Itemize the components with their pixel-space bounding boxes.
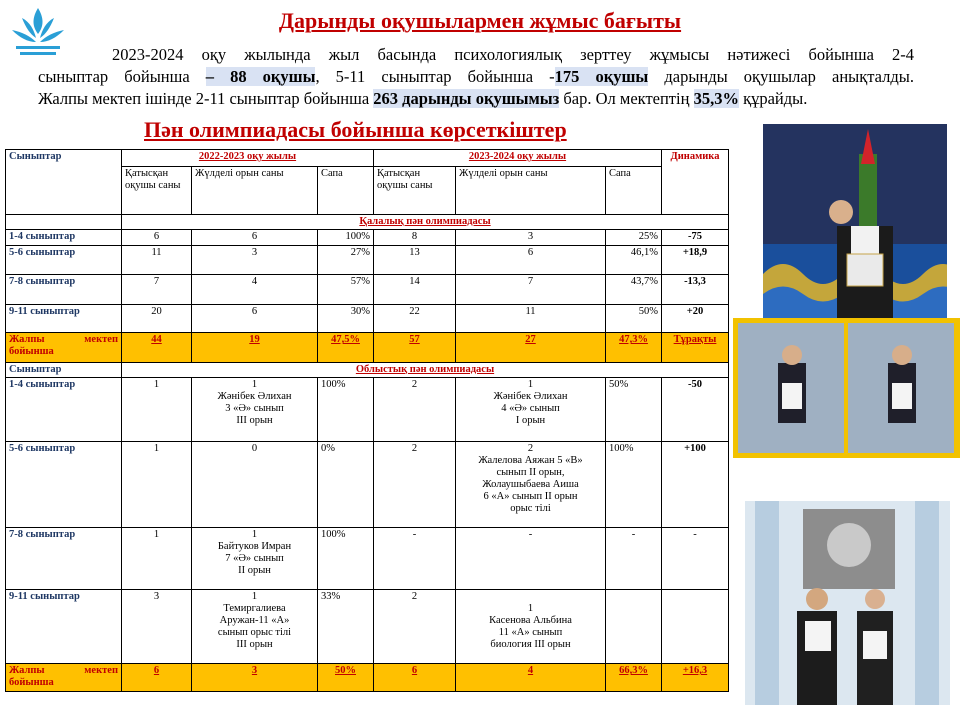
grade-cell: 7-8 сыныптар xyxy=(6,528,122,590)
value-cell: 0% xyxy=(318,442,374,528)
value-cell: 57 xyxy=(374,333,456,363)
olympiad-table xyxy=(5,149,729,692)
cell-line: 3 «Ә» сынып xyxy=(225,403,284,414)
grade-cell: Жалпы мектеп бойынша xyxy=(6,333,122,363)
value-cell: 44 xyxy=(122,333,192,363)
table-row xyxy=(6,528,729,590)
dynamics-cell: - xyxy=(662,528,729,590)
value-cell: 50% xyxy=(318,664,374,692)
subheader-quality: Сапа xyxy=(318,167,374,215)
cell-line: Байтуков Имран xyxy=(217,541,292,552)
value-cell: 33% xyxy=(318,590,374,664)
cell-line: Жәнібек Әлихан xyxy=(493,391,568,402)
intro-line-3 xyxy=(38,88,914,110)
value-cell: - xyxy=(606,528,662,590)
value-cell: 6 xyxy=(192,305,318,333)
cell-line: ІІІ орын xyxy=(236,415,273,426)
value-cell: 3 xyxy=(192,246,318,275)
value-cell: 11 xyxy=(122,246,192,275)
city-section-header: Қалалық пән олимпиадасы xyxy=(122,215,729,230)
intro-text: дарынды оқушылар анықталды. xyxy=(648,67,914,86)
value-cell: 47,5% xyxy=(318,333,374,363)
cell-line: Жолаушыбаева Аиша xyxy=(482,479,579,490)
table-row xyxy=(6,230,729,246)
dynamics-cell: +20 xyxy=(662,305,729,333)
photo-two-students xyxy=(733,318,960,458)
value-cell: 50% xyxy=(606,305,662,333)
value-cell: 100% xyxy=(318,378,374,442)
grade-cell: Жалпы мектеп бойынша xyxy=(6,664,122,692)
photo-frame-right xyxy=(848,323,954,453)
value-cell: - xyxy=(374,528,456,590)
photo-student-right-icon xyxy=(848,323,954,453)
subheader-winners: Жүлделі орын саны xyxy=(192,167,318,215)
dynamics-cell: -13,3 xyxy=(662,275,729,305)
value-cell: 100% xyxy=(318,528,374,590)
value-cell: 100% xyxy=(606,442,662,528)
table-row xyxy=(6,246,729,275)
section-subtitle: Пән олимпиадасы бойынша көрсеткіштер xyxy=(144,117,567,142)
value-cell: 25% xyxy=(606,230,662,246)
value-cell: 6 xyxy=(456,246,606,275)
value-cell: 6 xyxy=(374,664,456,692)
intro-line-1: 2023-2024 оқу жылында жыл басында психологиялық зерттеу жұмысы нәтижесі бойынша 2-4 xyxy=(112,45,914,64)
value-cell: 8 xyxy=(374,230,456,246)
intro-highlight: – 88 оқушы xyxy=(205,67,316,86)
value-cell: 4 xyxy=(456,664,606,692)
value-cell: 6 xyxy=(122,230,192,246)
grade-cell: 1-4 сыныптар xyxy=(6,230,122,246)
cell-line: І орын xyxy=(515,415,546,426)
photo-student-award-icon xyxy=(763,124,947,319)
intro-text: , 5-11 сыныптар бойынша - xyxy=(315,67,555,86)
value-cell: 6 xyxy=(192,230,318,246)
value-cell: 100% xyxy=(318,230,374,246)
cell-line: 11 «А» сынып xyxy=(498,627,563,638)
value-cell xyxy=(606,590,662,664)
value-cell: 30% xyxy=(318,305,374,333)
table-row xyxy=(6,275,729,305)
subheader-quality: Сапа xyxy=(606,167,662,215)
table-row xyxy=(6,590,729,664)
intro-highlight: 175 оқушы xyxy=(554,67,649,86)
winners-cell xyxy=(192,528,318,590)
empty-cell xyxy=(6,215,122,230)
value-cell: 1 xyxy=(122,442,192,528)
winners-cell xyxy=(192,590,318,664)
dynamics-cell: -75 xyxy=(662,230,729,246)
value-cell: 47,3% xyxy=(606,333,662,363)
cell-line: 6 «А» сынып ІІ орын xyxy=(483,491,578,502)
winners-cell xyxy=(456,590,606,664)
cell-line: 4 «Ә» сынып xyxy=(501,403,560,414)
table-row xyxy=(6,442,729,528)
grade-header-cell: Сыныптар xyxy=(6,363,122,378)
region-section-header: Облыстық пән олимпиадасы xyxy=(122,363,729,378)
cell-line: 1 xyxy=(251,379,258,390)
intro-highlight: 35,3% xyxy=(693,89,739,108)
cell-line: ІІ орын xyxy=(238,565,271,576)
value-cell: 4 xyxy=(192,275,318,305)
subheader-participants: Қатысқан оқушы саны xyxy=(374,167,456,215)
value-cell: 27 xyxy=(456,333,606,363)
total-row xyxy=(6,333,729,363)
value-cell: 3 xyxy=(122,590,192,664)
cell-line: 1 xyxy=(527,379,534,390)
cell-line: Жәнібек Әлихан xyxy=(217,391,292,402)
grade-cell: 9-11 сыныптар xyxy=(6,305,122,333)
cell-line: 1 xyxy=(527,603,534,614)
value-cell: 2 xyxy=(374,378,456,442)
dynamics-cell: +18,9 xyxy=(662,246,729,275)
value-cell: 22 xyxy=(374,305,456,333)
cell-line: 0 xyxy=(251,443,258,454)
page-title: Дарынды оқушылармен жұмыс бағыты xyxy=(278,8,682,33)
value-cell: 19 xyxy=(192,333,318,363)
table-row xyxy=(6,305,729,333)
value-cell: 46,1% xyxy=(606,246,662,275)
value-cell: 14 xyxy=(374,275,456,305)
photo-frame-left xyxy=(738,323,844,453)
grade-cell: 5-6 сыныптар xyxy=(6,442,122,528)
total-row xyxy=(6,664,729,692)
grade-cell: 1-4 сыныптар xyxy=(6,378,122,442)
grade-cell: 5-6 сыныптар xyxy=(6,246,122,275)
winners-cell xyxy=(456,442,606,528)
value-cell: 2 xyxy=(374,590,456,664)
cell-line: сынып орыс тілі xyxy=(217,627,292,638)
intro-paragraph xyxy=(38,44,914,110)
intro-text: сыныптар бойынша xyxy=(38,67,206,86)
value-cell: 7 xyxy=(122,275,192,305)
value-cell: 57% xyxy=(318,275,374,305)
value-cell: 2 xyxy=(374,442,456,528)
header-year-2: 2023-2024 оқу жылы xyxy=(374,150,662,167)
photo-teacher-student xyxy=(745,501,950,705)
cell-line: сынып ІІ орын, xyxy=(496,467,565,478)
value-cell: 13 xyxy=(374,246,456,275)
subheader-participants: Қатысқан оқушы саны xyxy=(122,167,192,215)
cell-line: 2 xyxy=(527,443,534,454)
header-grades: Сыныптар xyxy=(6,150,122,215)
value-cell: 3 xyxy=(192,664,318,692)
cell-line: 1 xyxy=(251,529,258,540)
value-cell: 20 xyxy=(122,305,192,333)
cell-line: Жалелова Аяжан 5 «В» xyxy=(478,455,583,466)
table-row xyxy=(6,378,729,442)
dynamics-cell: Тұрақты xyxy=(662,333,729,363)
cell-line: - xyxy=(528,529,533,540)
cell-line: Касенова Альбина xyxy=(489,615,572,626)
grade-cell: 7-8 сыныптар xyxy=(6,275,122,305)
cell-line: Аружан-11 «А» xyxy=(219,615,290,626)
dynamics-cell xyxy=(662,590,729,664)
photo-student-award xyxy=(763,124,947,319)
value-cell: 3 xyxy=(456,230,606,246)
value-cell: 6 xyxy=(122,664,192,692)
value-cell: 11 xyxy=(456,305,606,333)
value-cell: 43,7% xyxy=(606,275,662,305)
dynamics-cell: -50 xyxy=(662,378,729,442)
value-cell: 27% xyxy=(318,246,374,275)
header-dynamics: Динамика xyxy=(662,150,729,215)
cell-line: биология ІІІ орын xyxy=(490,639,571,650)
intro-text: бар. Ол мектептің xyxy=(559,89,694,108)
value-cell: 66,3% xyxy=(606,664,662,692)
grade-cell: 9-11 сыныптар xyxy=(6,590,122,664)
dynamics-cell: +16,3 xyxy=(662,664,729,692)
header-year-1: 2022-2023 оқу жылы xyxy=(122,150,374,167)
winners-cell xyxy=(192,378,318,442)
winners-cell xyxy=(456,528,606,590)
dynamics-cell: +100 xyxy=(662,442,729,528)
cell-line: 7 «Ә» сынып xyxy=(225,553,284,564)
value-cell: 7 xyxy=(456,275,606,305)
intro-text: Жалпы мектеп ішінде 2-11 сыныптар бойынша xyxy=(38,89,374,108)
value-cell: 1 xyxy=(122,528,192,590)
cell-line: орыс тілі xyxy=(510,503,551,514)
cell-line: ІІІ орын xyxy=(236,639,273,650)
intro-text: құрайды. xyxy=(738,89,808,108)
subheader-winners: Жүлделі орын саны xyxy=(456,167,606,215)
photo-student-left-icon xyxy=(738,323,844,453)
winners-cell xyxy=(456,378,606,442)
intro-highlight: 263 дарынды оқушымыз xyxy=(373,89,560,108)
cell-line: 1 xyxy=(251,591,258,602)
intro-line-2 xyxy=(38,66,914,88)
winners-cell xyxy=(192,442,318,528)
value-cell: 50% xyxy=(606,378,662,442)
photo-teacher-student-icon xyxy=(745,501,950,705)
cell-line: Темиргалиева xyxy=(223,603,286,614)
value-cell: 1 xyxy=(122,378,192,442)
